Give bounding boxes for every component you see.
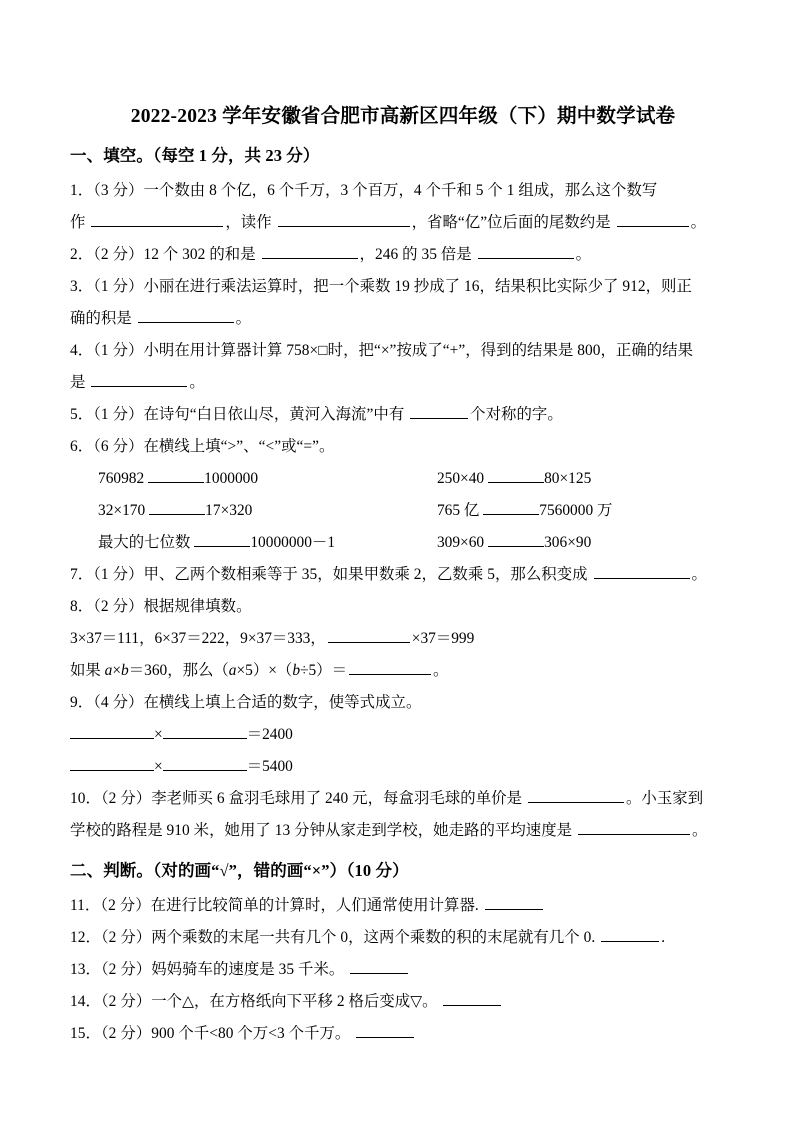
compare-left-operand: 765 亿 (436, 502, 480, 519)
equation-1-result: ＝2400 (246, 726, 293, 743)
question-1-period: 。 (690, 214, 707, 231)
compare-right-operand: 306×90 (544, 534, 592, 551)
answer-blank-q6-4[interactable] (488, 467, 544, 483)
question-3-period: 。 (235, 310, 252, 327)
comparison-row (98, 463, 736, 495)
question-5-points: （1 分） (93, 406, 144, 423)
question-13-points: （2 分） (100, 961, 152, 978)
page-title: 2022-2023 学年安徽省合肥市高新区四年级（下）期中数学试卷 (130, 106, 676, 127)
question-9-points: （4 分） (93, 694, 144, 711)
multiply-symbol: × (154, 726, 163, 743)
question-8-rule-mid: ＝360，那么（ (128, 662, 229, 679)
question-4-text: 小明在用计算器计算 758×□时，把“×”按成了“+”，得到的结果是 800，正确的结果 (143, 342, 694, 359)
variable-b: b (292, 662, 301, 679)
multiply-symbol: × (154, 758, 163, 775)
question-2-points: （2 分） (93, 246, 144, 263)
question-8-rule-mid2: ×5）×（ (236, 662, 293, 679)
question-5 (70, 399, 736, 431)
question-2-text-a: 12 个 302 的和是 (143, 246, 256, 263)
question-4 (70, 335, 736, 367)
compare-right-operand: 1000000 (204, 470, 259, 487)
question-10-text-a: 李老师买 6 盒羽毛球用了 240 元，每盒羽毛球的单价是 (151, 790, 523, 807)
question-13-text: 妈妈骑车的速度是 35 千米。 (151, 961, 345, 978)
question-13-number: 13． (70, 961, 101, 978)
question-1-label-read-as: ，读作 (225, 214, 272, 231)
question-7-text-a: 甲、乙两个数相乘等于 35，如果甲数乘 2，乙数乘 5，那么积变成 (143, 566, 588, 583)
question-9-text: 在横线上填上合适的数字，使等式成立。 (143, 694, 422, 711)
question-1-number: 1． (70, 182, 94, 199)
question-8-period: 。 (432, 662, 449, 679)
question-7 (70, 559, 736, 591)
answer-blank-q6-3[interactable] (194, 531, 250, 547)
answer-blank-q10-1[interactable] (528, 787, 624, 803)
comparison-row (98, 527, 736, 559)
question-1-line2 (70, 207, 736, 239)
answer-blank-q2-1[interactable] (262, 243, 358, 259)
answer-blank-q3-1[interactable] (138, 307, 234, 323)
question-6-points: （6 分） (93, 438, 144, 455)
question-8-rule-prefix: 如果 (70, 662, 105, 679)
question-4-label: 是 (70, 374, 86, 391)
page-content (70, 100, 736, 1050)
question-6-comparison-grid (70, 463, 736, 559)
question-12-number: 12． (70, 929, 101, 946)
answer-blank-q7-1[interactable] (594, 563, 690, 579)
question-13 (70, 954, 736, 986)
compare-right-operand: 80×125 (544, 470, 592, 487)
question-10-text-c: 学校的路程是 910 米，她用了 13 分钟从家走到学校，她走路的平均速度是 (70, 822, 573, 839)
question-10-text-b: 。小玉家到 (625, 790, 704, 807)
variable-a: a (228, 662, 237, 679)
question-14-number: 14． (70, 993, 101, 1010)
question-15 (70, 1018, 736, 1050)
compare-left-operand: 250×40 (436, 470, 485, 487)
question-10-line2 (70, 815, 736, 847)
question-6 (70, 431, 736, 463)
answer-blank-q12[interactable] (601, 926, 659, 942)
answer-blank-q2-2[interactable] (478, 243, 574, 259)
question-2-text-b: ，246 的 35 倍是 (359, 246, 472, 263)
answer-blank-q9-1a[interactable] (70, 723, 154, 739)
question-9 (70, 687, 736, 719)
question-7-period: 。 (691, 566, 707, 583)
question-8-sequence: 3×37＝111，6×37＝222，9×37＝333， (70, 630, 326, 647)
answer-blank-q5-1[interactable] (410, 403, 468, 419)
question-1-label-write-as: 作 (70, 214, 86, 231)
answer-blank-q10-2[interactable] (578, 819, 690, 835)
compare-left-operand: 309×60 (436, 534, 485, 551)
answer-blank-q1-3[interactable] (617, 211, 689, 227)
answer-blank-q4-1[interactable] (91, 371, 187, 387)
answer-blank-q6-1[interactable] (148, 467, 204, 483)
question-9-number: 9． (70, 694, 94, 711)
question-15-points: （2 分） (100, 1025, 152, 1042)
question-11-points: （2 分） (100, 897, 151, 914)
multiply-symbol: × (112, 662, 122, 679)
question-8-points: （2 分） (93, 598, 144, 615)
answer-blank-q8-2[interactable] (349, 659, 431, 675)
question-5-number: 5． (70, 406, 94, 423)
question-1-points: （3 分） (93, 182, 144, 199)
comparison-item-left-1 (98, 463, 437, 495)
question-9-equation-2 (70, 751, 736, 783)
question-3-label: 确的积是 (70, 310, 132, 327)
answer-blank-q1-1[interactable] (91, 211, 223, 227)
answer-blank-q6-2[interactable] (149, 499, 205, 515)
question-11-text: 在进行比较简单的计算时，人们通常使用计算器. (150, 897, 479, 914)
comparison-item-right-3 (437, 527, 736, 559)
question-10 (70, 783, 736, 815)
question-1 (70, 175, 736, 207)
compare-right-operand: 17×320 (205, 502, 253, 519)
question-4-points: （1 分） (93, 342, 144, 359)
answer-blank-q11[interactable] (485, 894, 543, 910)
question-6-number: 6． (70, 438, 94, 455)
answer-blank-q9-1b[interactable] (163, 723, 247, 739)
answer-blank-q13[interactable] (350, 958, 408, 974)
compare-left-operand: 32×170 (98, 502, 146, 519)
answer-blank-q9-2a[interactable] (70, 755, 154, 771)
answer-blank-q15[interactable] (356, 1022, 414, 1038)
question-10-number: 10． (70, 790, 101, 807)
section-heading-true-false: 二、判断。（对的画“√”，错的画“×”）（10 分） (70, 861, 409, 880)
question-5-text-b: 个对称的字。 (470, 406, 563, 423)
question-10-period: 。 (692, 822, 708, 839)
question-11-number: 11． (70, 897, 101, 914)
compare-right-operand: 7560000 万 (539, 502, 613, 519)
answer-blank-q6-6[interactable] (488, 531, 544, 547)
comparison-item-left-2 (98, 495, 437, 527)
question-7-number: 7． (70, 566, 94, 583)
question-2-number: 2． (70, 246, 94, 263)
question-4-period: 。 (189, 374, 205, 391)
question-8-sequence-line (70, 623, 736, 655)
question-12-text: 两个乘数的末尾一共有几个 0，这两个乘数的积的末尾就有几个 0. (151, 929, 596, 946)
question-15-number: 15． (70, 1025, 101, 1042)
comparison-row (98, 495, 736, 527)
answer-blank-q8-1[interactable] (328, 627, 410, 643)
question-12-points: （2 分） (100, 929, 152, 946)
question-8-sequence-tail: ×37＝999 (411, 630, 475, 647)
equation-2-result: ＝5400 (246, 758, 293, 775)
answer-blank-q1-2[interactable] (278, 211, 410, 227)
comparison-item-left-3 (98, 527, 437, 559)
question-8-number: 8． (70, 598, 94, 615)
question-5-text-a: 在诗句“白日依山尽，黄河入海流”中有 (143, 406, 405, 423)
question-14-text: 一个△，在方格纸向下平移 2 格后变成▽。 (151, 993, 438, 1010)
question-1-text: 一个数由 8 个亿，6 个千万，3 个百万，4 个千和 5 个 1 组成，那么这个数写 (143, 182, 658, 199)
question-3-line2 (70, 303, 736, 335)
variable-b: b (121, 662, 129, 679)
question-15-text: 900 个千<80 个万<3 个千万。 (151, 1025, 351, 1042)
question-8-text: 根据规律填数。 (143, 598, 252, 615)
question-12-tail: . (661, 929, 666, 946)
question-12 (70, 922, 736, 954)
question-8-rule-end: ÷5）＝ (300, 662, 347, 679)
question-10-points: （2 分） (100, 790, 152, 807)
question-8-rule-line (70, 655, 736, 687)
comparison-item-right-2 (437, 495, 736, 527)
question-9-equation-1 (70, 719, 736, 751)
answer-blank-q9-2b[interactable] (163, 755, 247, 771)
compare-right-operand: 10000000－1 (250, 534, 336, 551)
question-3 (70, 271, 736, 303)
question-11 (70, 890, 736, 922)
question-14 (70, 986, 736, 1018)
question-8 (70, 591, 736, 623)
section-heading-fill-in-blanks: 一、填空。（每空 1 分，共 23 分） (70, 146, 320, 165)
question-14-points: （2 分） (100, 993, 152, 1010)
question-6-text: 在横线上填“>”、“<”或“=”。 (143, 438, 335, 455)
question-4-number: 4． (70, 342, 94, 359)
variable-a: a (104, 662, 113, 679)
question-3-points: （1 分） (93, 278, 144, 295)
answer-blank-q14[interactable] (443, 990, 501, 1006)
comparison-item-right-1 (437, 463, 736, 495)
question-3-text: 小丽在进行乘法运算时，把一个乘数 19 抄成了 16，结果积比实际少了 912，则正 (143, 278, 692, 295)
compare-left-operand: 760982 (98, 470, 145, 487)
compare-left-operand: 最大的七位数 (98, 534, 191, 551)
question-3-number: 3． (70, 278, 94, 295)
question-2-period: 。 (575, 246, 592, 263)
answer-blank-q6-5[interactable] (483, 499, 539, 515)
question-2 (70, 239, 736, 271)
question-7-points: （1 分） (93, 566, 144, 583)
question-4-line2 (70, 367, 736, 399)
question-1-label-round: ，省略“亿”位后面的尾数约是 (411, 214, 611, 231)
